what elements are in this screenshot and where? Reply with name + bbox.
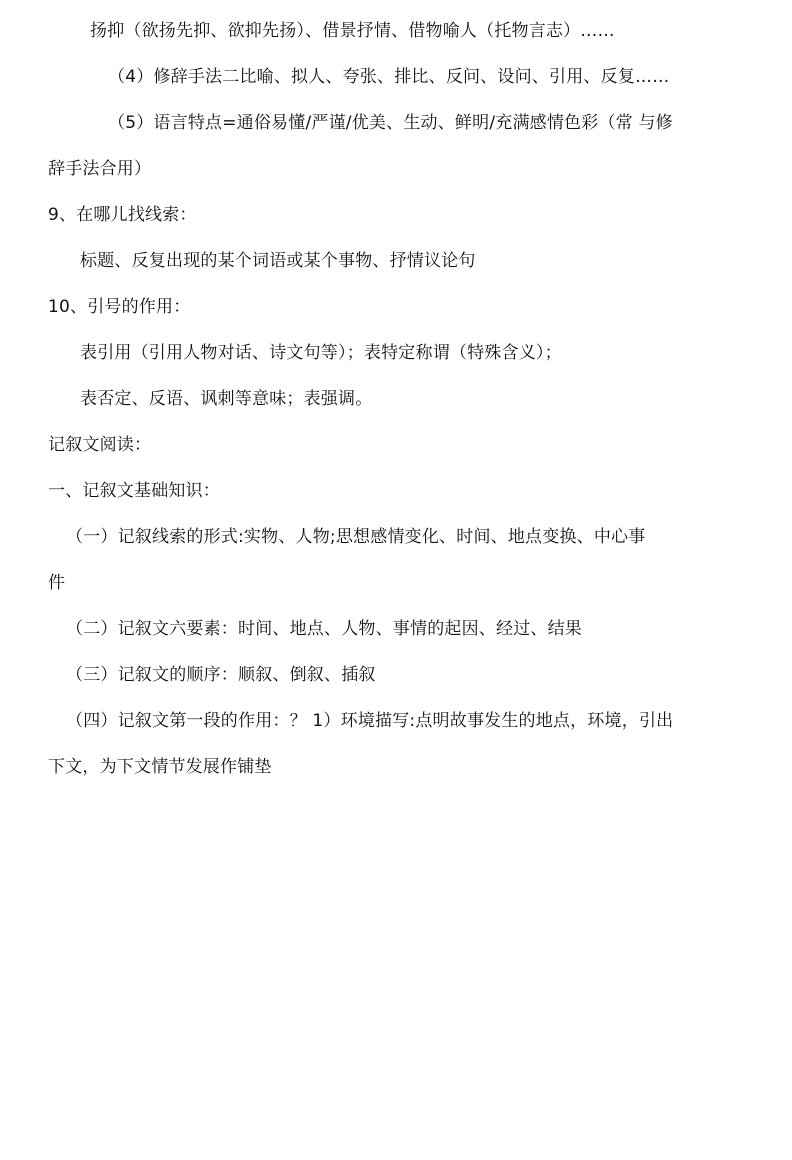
section-heading: 一、记叙文基础知识： <box>48 481 220 501</box>
text-line: 下文，为下文情节发展作铺垫 <box>48 757 272 777</box>
text-line: （二）记叙文六要素：时间、地点、人物、事情的起因、经过、结果 <box>66 619 582 639</box>
text-line: （四）记叙文第一段的作用：？ 1）环境描写:点明故事发生的地点，环境，引出 <box>66 711 674 731</box>
text-line: （一）记叙线索的形式:实物、人物;思想感情变化、时间、地点变换、中心事 <box>66 527 646 547</box>
section-heading: 9、在哪儿找线索： <box>48 205 197 225</box>
text-line: 扬抑（欲扬先抑、欲抑先扬）、借景抒情、借物喻人（托物言志）…… <box>90 21 615 41</box>
text-line: 件 <box>48 573 66 593</box>
text-line: 表否定、反语、讽刺等意味；表强调。 <box>80 389 373 409</box>
text-line: 表引用（引用人物对话、诗文句等）；表特定称谓（特殊含义）； <box>80 343 562 363</box>
text-line: 辞手法合用） <box>48 159 152 179</box>
text-line: 标题、反复出现的某个词语或某个事物、抒情议论句 <box>80 251 476 271</box>
text-line: （三）记叙文的顺序：顺叙、倒叙、插叙 <box>66 665 376 685</box>
section-heading: 10、引号的作用： <box>48 297 191 317</box>
text-line: （5）语言特点=通俗易懂/严谨/优美、生动、鲜明/充满感情色彩（常 与修 <box>108 113 673 133</box>
section-heading: 记叙文阅读： <box>48 435 152 455</box>
text-line: （4）修辞手法二比喻、拟人、夸张、排比、反问、设问、引用、反复…… <box>108 67 670 87</box>
